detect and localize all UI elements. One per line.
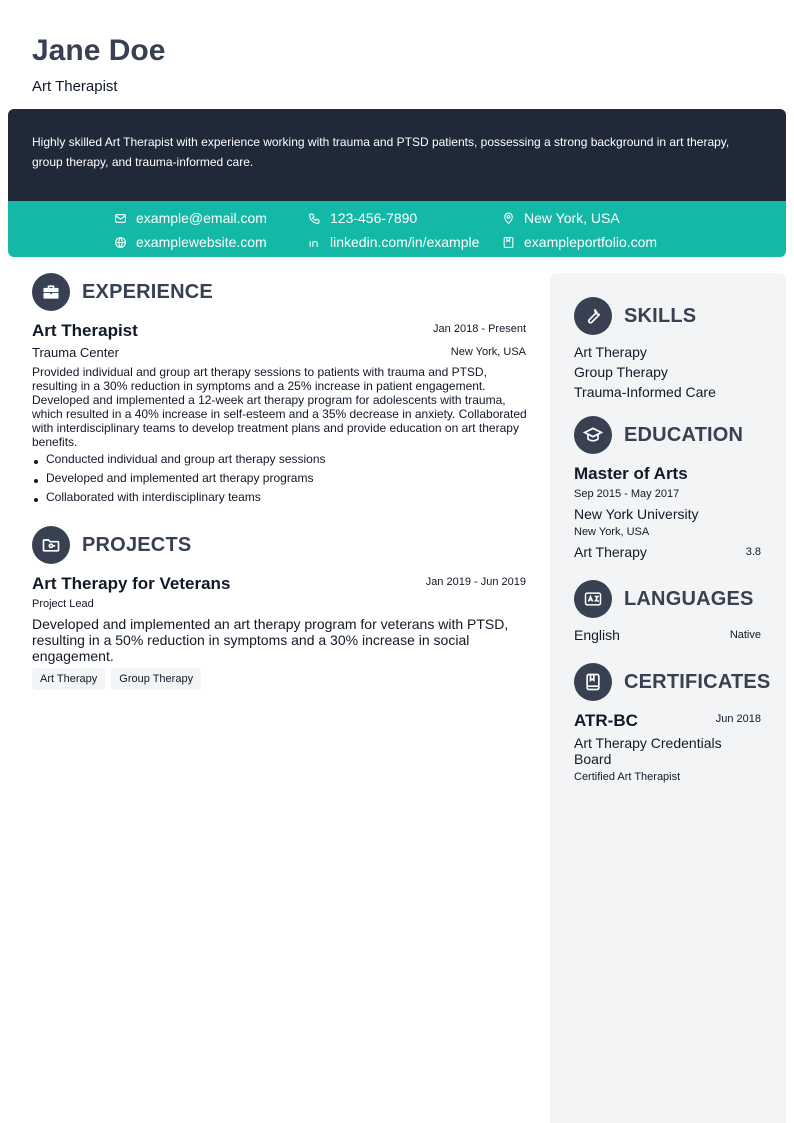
contact-email[interactable] [114, 209, 267, 227]
languages-title: LANGUAGES [624, 587, 754, 610]
candidate-name: Jane Doe [32, 34, 166, 67]
list-item: Developed and implemented art therapy programs [32, 469, 532, 488]
candidate-role: Art Therapist [32, 78, 118, 95]
folder-icon [32, 526, 70, 564]
language-level: Native [729, 629, 761, 641]
certificate-issuer [574, 735, 722, 767]
translate-icon [574, 580, 612, 618]
experience-description-line: Provided individual and group art therapy sessions to patients with trauma and PTSD, [32, 365, 487, 379]
skills-title: SKILLS [624, 304, 697, 327]
experience-location: New York, USA [450, 346, 526, 358]
contact-bar [8, 201, 786, 257]
certificates-heading [574, 663, 770, 701]
resume-header [32, 34, 165, 96]
project-role: Project Lead [32, 598, 94, 610]
portfolio-icon [502, 236, 515, 249]
project-description-line: engagement. [32, 648, 114, 664]
contact-location [502, 209, 620, 227]
contact-location-text: New York, USA [524, 210, 620, 226]
experience-description [32, 365, 532, 449]
education-gpa: 3.8 [745, 546, 761, 558]
education-degree: Master of Arts [574, 464, 688, 483]
contact-phone[interactable] [308, 209, 417, 227]
education-heading [574, 416, 743, 454]
skills-heading [574, 297, 696, 335]
experience-description-line: which resulted in a 40% increase in self-esteem and a 35% decrease in anxiety. Collaborated [32, 407, 527, 421]
contact-linkedin-text: linkedin.com/in/example [330, 234, 480, 250]
experience-dates: Jan 2018 - Present [433, 323, 526, 335]
experience-description-line: resulting in a 30% reduction in symptoms and a 25% increase in patient engagement. [32, 379, 486, 393]
education-school: New York University [574, 506, 699, 522]
contact-website[interactable] [114, 233, 267, 251]
contact-phone-text: 123-456-7890 [330, 210, 418, 226]
contact-portfolio[interactable] [502, 233, 657, 251]
project-title: Art Therapy for Veterans [32, 574, 231, 593]
certificate-date: Jun 2018 [715, 713, 761, 725]
project-tag: Group Therapy [111, 668, 201, 690]
project-description-line: Developed and implemented an art therapy program for veterans with PTSD, [32, 616, 509, 632]
education-dates: Sep 2015 - May 2017 [574, 488, 680, 500]
language-name: English [574, 627, 620, 643]
experience-description-line: with interdisciplinary teams to develop treatment plans and provide education on art therapy [32, 421, 519, 435]
contact-linkedin[interactable] [308, 233, 479, 251]
skill-item: Trauma-Informed Care [574, 384, 716, 400]
contact-portfolio-text: exampleportfolio.com [524, 234, 658, 250]
summary-banner [8, 109, 786, 201]
map-pin-icon [502, 212, 515, 225]
experience-bullets [32, 450, 532, 507]
skill-item: Group Therapy [574, 364, 668, 380]
linkedin-icon [308, 236, 321, 249]
graduation-cap-icon [574, 416, 612, 454]
education-title: EDUCATION [624, 423, 744, 446]
contact-website-text: examplewebsite.com [136, 234, 267, 250]
education-location: New York, USA [574, 526, 650, 538]
languages-heading [574, 580, 754, 618]
project-tags [32, 668, 207, 690]
project-description-line: resulting in a 50% reduction in symptoms and a 30% increase in social [32, 632, 470, 648]
skill-item: Art Therapy [574, 344, 647, 360]
experience-company: Trauma Center [32, 345, 119, 360]
certificate-description: Certified Art Therapist [574, 771, 681, 783]
certificate-issuer-line: Board [574, 751, 612, 767]
experience-title: EXPERIENCE [82, 280, 213, 303]
experience-description-line: Developed and implemented a 12-week art therapy program for adolescents with trauma, [32, 393, 506, 407]
experience-job-title: Art Therapist [32, 321, 138, 340]
list-item: Conducted individual and group art therapy sessions [32, 450, 532, 469]
project-tag: Art Therapy [32, 668, 105, 690]
briefcase-icon [32, 273, 70, 311]
certificate-issuer-line: Art Therapy Credentials [574, 735, 722, 751]
globe-icon [114, 236, 127, 249]
mail-icon [114, 212, 127, 225]
bookmark-book-icon [574, 663, 612, 701]
experience-heading [32, 273, 213, 311]
projects-title: PROJECTS [82, 533, 192, 556]
education-field: Art Therapy [574, 544, 647, 560]
project-dates: Jan 2019 - Jun 2019 [425, 576, 526, 588]
certificates-title: CERTIFICATES [624, 670, 771, 693]
project-description [32, 616, 532, 664]
contact-email-text: example@email.com [136, 210, 267, 226]
projects-heading [32, 526, 191, 564]
wrench-icon [574, 297, 612, 335]
phone-icon [308, 212, 321, 225]
list-item: Collaborated with interdisciplinary teams [32, 488, 532, 507]
experience-description-line: benefits. [32, 435, 78, 449]
certificate-name: ATR-BC [574, 711, 638, 730]
summary-text: Highly skilled Art Therapist with experience working with trauma and PTSD patients, possessing a strong background in art therapy, group therapy, and trauma-informed care. [32, 135, 730, 169]
